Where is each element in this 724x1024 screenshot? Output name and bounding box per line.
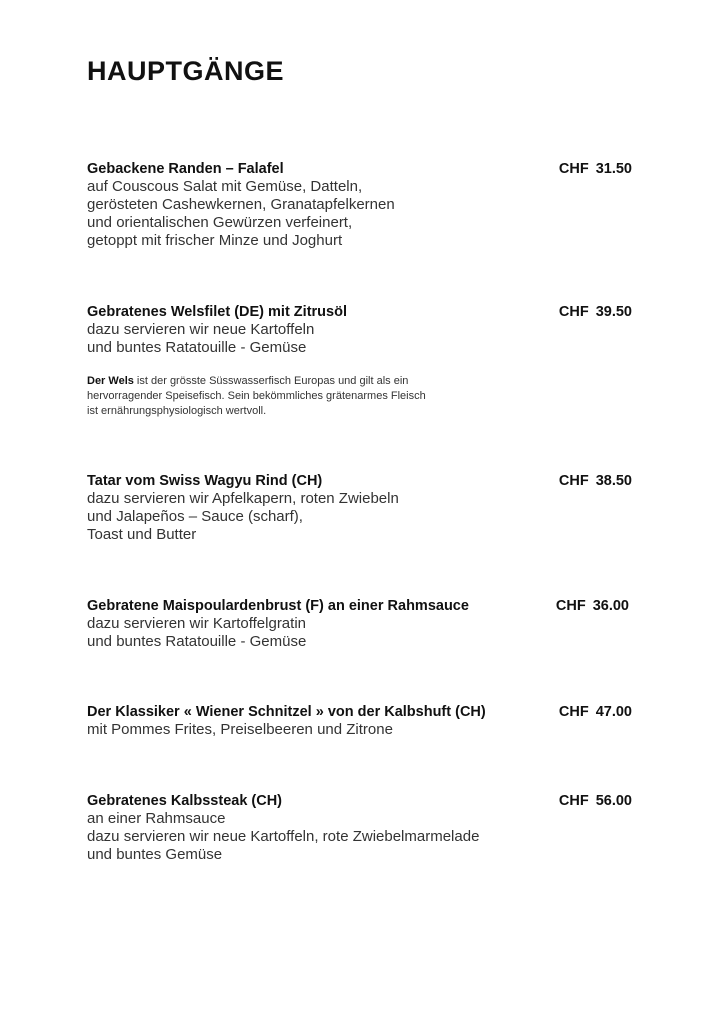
item-name: Gebratene Maispoulardenbrust (F) an einer Rahmsauce (87, 598, 469, 614)
item-description-line: getoppt mit frischer Minze und Joghurt (87, 232, 343, 249)
item-price: CHF 39.50 (558, 304, 632, 320)
note-line: hervorragender Speisefisch. Sein bekömmliches grätenarmes Fleisch (87, 390, 426, 402)
item-name: Der Klassiker « Wiener Schnitzel » von der Kalbshuft (CH) (87, 704, 486, 720)
item-name: Gebratenes Welsfilet (DE) mit Zitrusöl (87, 304, 347, 320)
item-description-line: und Jalapeños – Sauce (scharf), (87, 508, 303, 525)
info-note (87, 374, 507, 419)
menu-item (87, 303, 632, 357)
item-description-line: an einer Rahmsauce (87, 810, 226, 827)
item-price: CHF 38.50 (558, 473, 632, 489)
item-description-line: dazu servieren wir neue Kartoffeln (87, 321, 315, 338)
menu-item (87, 597, 632, 651)
menu-item (87, 472, 632, 544)
item-description-line: und buntes Gemüse (87, 846, 223, 863)
item-description-line: dazu servieren wir neue Kartoffeln, rote Zwiebelmarmelade (87, 828, 480, 845)
menu-item (87, 160, 632, 250)
menu-item (87, 792, 632, 864)
item-description-line: und buntes Ratatouille - Gemüse (87, 633, 307, 650)
page-title: HAUPTGÄNGE (87, 56, 285, 86)
item-description-line: auf Couscous Salat mit Gemüse, Datteln, (87, 178, 363, 195)
item-price: CHF 36.00 (555, 598, 629, 614)
note-line: ist der grösste Süsswasserfisch Europas und gilt als ein (133, 375, 409, 387)
item-name: Tatar vom Swiss Wagyu Rind (CH) (87, 473, 323, 489)
menu-item (87, 703, 632, 739)
item-price: CHF 31.50 (558, 161, 632, 177)
note-bold: Der Wels (87, 375, 134, 387)
item-description-line: dazu servieren wir Kartoffelgratin (87, 615, 306, 632)
item-price: CHF 47.00 (558, 704, 632, 720)
item-description-line: dazu servieren wir Apfelkapern, roten Zwiebeln (87, 490, 399, 507)
item-description-line: Toast und Butter (87, 526, 197, 543)
item-name: Gebratenes Kalbssteak (CH) (87, 793, 283, 809)
note-line: ist ernährungsphysiologisch wertvoll. (87, 405, 267, 417)
item-description-line: mit Pommes Frites, Preiselbeeren und Zitrone (87, 721, 393, 738)
item-description-line: gerösteten Cashewkernen, Granatapfelkernen (87, 196, 395, 213)
item-name: Gebackene Randen – Falafel (87, 161, 284, 177)
item-description-line: und buntes Ratatouille - Gemüse (87, 339, 307, 356)
item-description-line: und orientalischen Gewürzen verfeinert, (87, 214, 353, 231)
item-price: CHF 56.00 (558, 793, 632, 809)
